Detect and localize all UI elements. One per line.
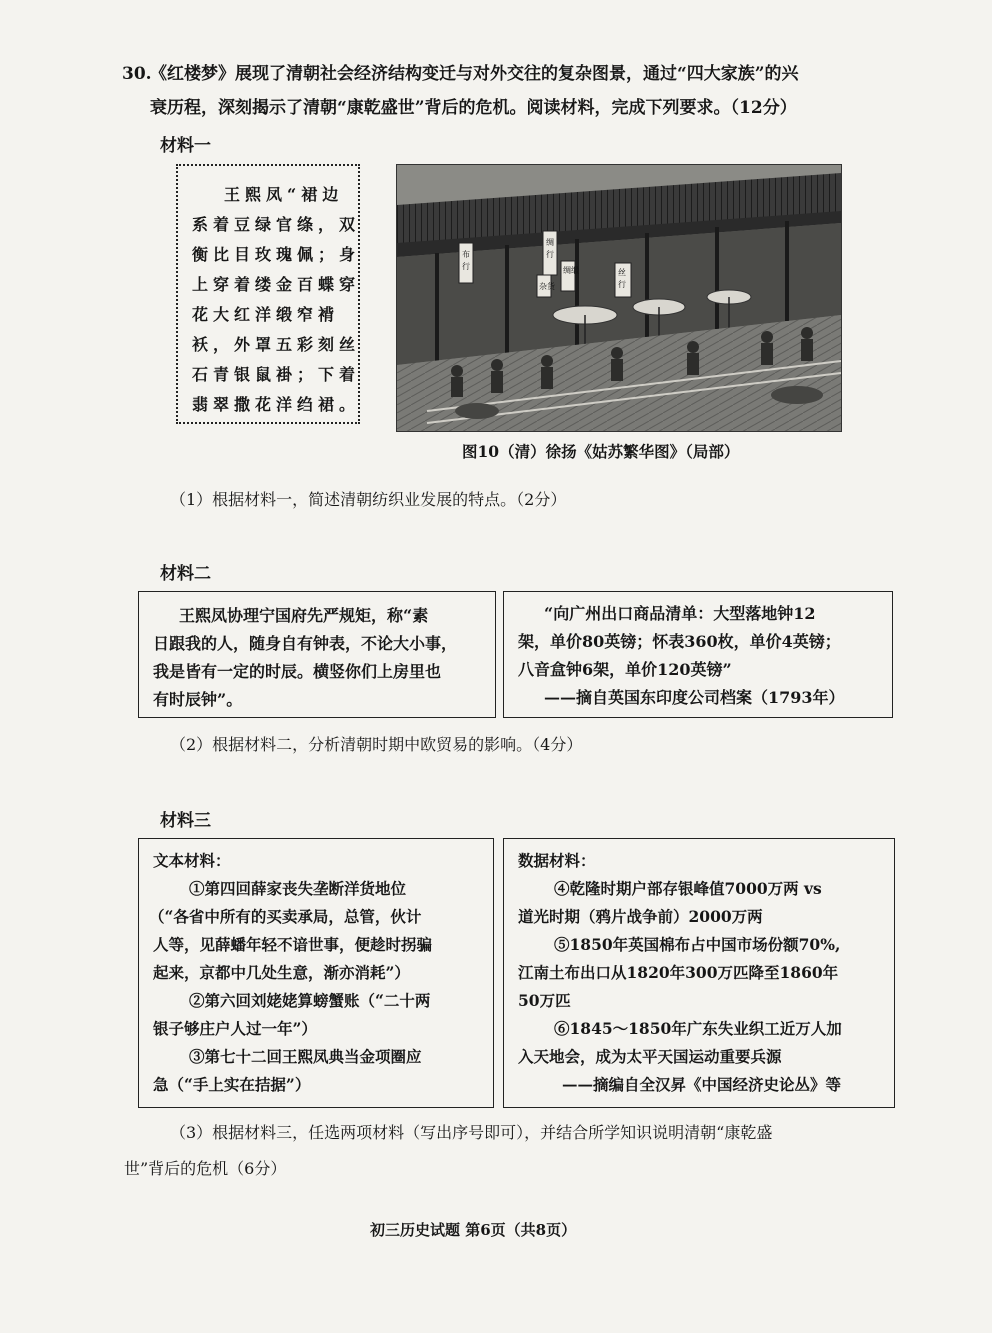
material-3-left-line: ②第六回刘姥姥算螃蟹账（“二十两 — [189, 991, 431, 1010]
material-1-line: 翡翠撒花洋绉裙。 — [192, 395, 361, 414]
sign-text: 行 — [618, 280, 626, 289]
material-1-line: 花大红洋缎窄褙 — [192, 305, 340, 324]
material-1-line: 衡比目玫瑰佩；身 — [192, 245, 361, 264]
question-stem-line-1: 《红楼梦》展现了清朝社会经济结构变迁与对外交往的复杂图景，通过“四大家族”的兴 — [150, 64, 799, 84]
material-3-left-line: 银子够庄户人过一年”） — [153, 1019, 317, 1038]
material-2-right-box — [503, 591, 893, 718]
sub-question-1: （1）根据材料一，简述清朝纺织业发展的特点。（2分） — [170, 490, 567, 509]
material-2-right-line: 架，单价80英镑；怀表360枚，单价4英镑； — [518, 632, 841, 651]
question-stem-line-2: 衰历程，深刻揭示了清朝“康乾盛世”背后的危机。阅读材料，完成下列要求。（12分） — [150, 98, 797, 118]
material-3-left-line: （“各省中所有的买卖承局，总管，伙计 — [149, 907, 422, 926]
painting-illustration — [397, 165, 841, 431]
material-3-right-line: 江南土布出口从1820年300万匹降至1860年 — [518, 963, 839, 982]
sign-text: 行 — [462, 262, 470, 271]
material-2-left-box — [138, 591, 496, 718]
sign-text: 杂货 — [539, 282, 555, 291]
sub-question-3-line-1: （3）根据材料三，任选两项材料（写出序号即可），并结合所学知识说明清朝“康乾盛 — [170, 1123, 773, 1142]
material-3-left-line: 文本材料： — [153, 851, 231, 870]
material-2-left-line: 王熙凤协理宁国府先严规矩，称“素 — [179, 606, 429, 625]
material-1-textbox — [176, 164, 360, 424]
sub-question-2: （2）根据材料二，分析清朝时期中欧贸易的影响。（4分） — [170, 735, 583, 754]
material-3-right-line: 道光时期（鸦片战争前）2000万两 — [518, 907, 763, 926]
material-2-left-line: 有时辰钟”。 — [153, 690, 243, 709]
material-1-line: 上穿着缕金百蝶穿 — [192, 275, 361, 294]
material-3-right-line: 入天地会，成为太平天国运动重要兵源 — [518, 1047, 782, 1066]
material-2-right-line: “向广州出口商品清单：大型落地钟12 — [544, 604, 816, 623]
material-1-line: 系着豆绿官绦，双 — [192, 215, 361, 234]
suzhou-prosperity-painting — [396, 164, 842, 432]
material-3-left-line: 起来，京都中几处生意，渐亦消耗”） — [153, 963, 410, 982]
material-2-left-line: 日跟我的人，随身自有钟表，不论大小事， — [153, 634, 458, 653]
sign-text: 行 — [546, 250, 554, 259]
material-1-line: 袄，外罩五彩刻丝 — [192, 335, 361, 354]
material-3-left-line: 急（“手上实在拮据”） — [153, 1075, 311, 1094]
painting-caption: 图10（清）徐扬《姑苏繁华图》（局部） — [462, 442, 740, 461]
material-3-label: 材料三 — [160, 811, 211, 831]
sub-question-3-line-2: 世”背后的危机（6分） — [124, 1159, 287, 1178]
material-2-right-source: ——摘自英国东印度公司档案（1793年） — [544, 688, 845, 707]
material-2-label: 材料二 — [160, 564, 211, 584]
material-3-right-line: 50万匹 — [518, 991, 571, 1010]
material-1-label: 材料一 — [160, 136, 211, 156]
material-1-line: 王熙凤“裙边 — [224, 185, 344, 204]
material-3-right-line: ⑥1845～1850年广东失业织工近万人加 — [554, 1019, 842, 1038]
material-3-right-line: ⑤1850年英国棉布占中国市场份额70%, — [554, 935, 841, 954]
material-3-left-line: 人等，见薛蟠年轻不谙世事，便趁时拐骗 — [153, 935, 433, 954]
material-3-right-source: ——摘编自全汉昇《中国经济史论丛》等 — [562, 1075, 842, 1094]
sign-text: 绸 — [546, 238, 554, 247]
page-footer: 初三历史试题 第6页（共8页） — [370, 1221, 577, 1239]
material-3-data-box — [503, 838, 895, 1108]
material-2-left-line: 我是皆有一定的时辰。横竖你们上房里也 — [153, 662, 442, 681]
material-3-left-line: ①第四回薛家丧失垄断洋货地位 — [189, 879, 407, 898]
sign-text: 丝 — [618, 268, 626, 277]
material-3-right-line: 数据材料： — [518, 851, 596, 870]
material-2-right-line: 八音盒钟6架，单价120英镑” — [518, 660, 732, 679]
material-3-left-line: ③第七十二回王熙凤典当金项圈应 — [189, 1047, 422, 1066]
material-3-right-line: ④乾隆时期户部存银峰值7000万两 vs — [554, 879, 822, 898]
material-1-line: 石青银鼠褂；下着 — [192, 365, 361, 384]
question-number: 30. — [122, 64, 152, 84]
sign-text: 布 — [462, 250, 470, 259]
material-3-text-box — [138, 838, 494, 1108]
sign-text: 绸缎 — [563, 266, 579, 275]
